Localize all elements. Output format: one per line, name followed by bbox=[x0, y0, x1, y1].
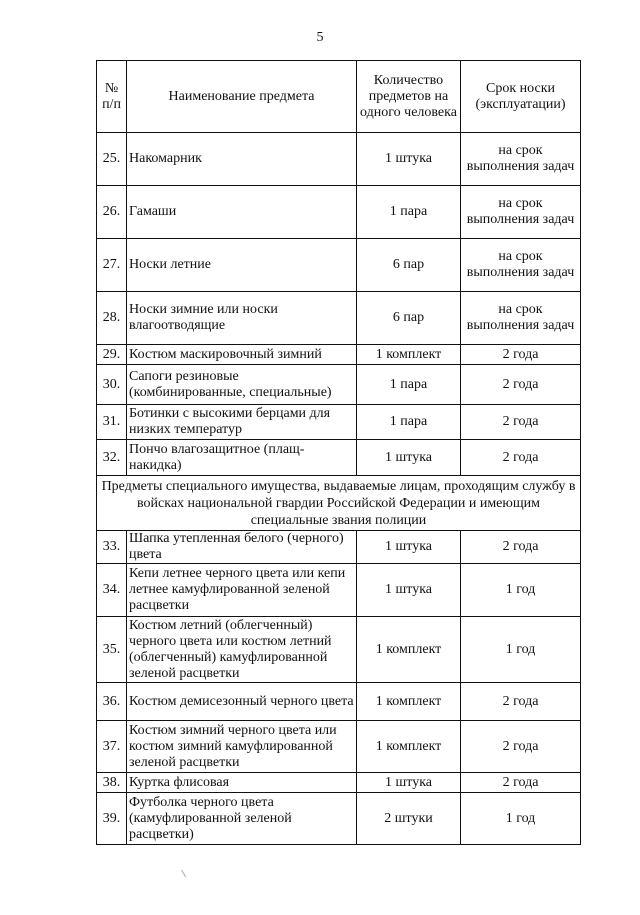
item-quantity: 1 комплект bbox=[357, 683, 461, 721]
table-row bbox=[97, 683, 581, 721]
item-name: Шапка утепленная белого (черного) цвета bbox=[127, 531, 357, 564]
item-name: Куртка флисовая bbox=[127, 773, 357, 793]
item-quantity: 1 комплект bbox=[357, 345, 461, 365]
item-term: 2 года bbox=[461, 683, 581, 721]
item-term: 2 года bbox=[461, 405, 581, 440]
item-term: на срок выполнения задач bbox=[461, 133, 581, 186]
item-term: 2 года bbox=[461, 721, 581, 773]
row-number: 39. bbox=[97, 793, 127, 845]
item-name: Носки летние bbox=[127, 239, 357, 292]
row-number: 26. bbox=[97, 186, 127, 239]
item-name: Кепи летнее черного цвета или кепи летнее камуфлированной зеленой расцветки bbox=[127, 564, 357, 617]
item-term: 1 год bbox=[461, 564, 581, 617]
header-wear-term: Срок носки (эксплуатации) bbox=[461, 61, 581, 133]
page-number: 5 bbox=[316, 30, 324, 45]
item-name: Накомарник bbox=[127, 133, 357, 186]
scan-mark bbox=[181, 869, 188, 877]
item-quantity: 1 штука bbox=[357, 773, 461, 793]
row-number: 27. bbox=[97, 239, 127, 292]
row-number: 33. bbox=[97, 531, 127, 564]
item-quantity: 2 штуки bbox=[357, 793, 461, 845]
item-name: Костюм маскировочный зимний bbox=[127, 345, 357, 365]
row-number: 31. bbox=[97, 405, 127, 440]
table-header-row bbox=[97, 61, 581, 133]
item-quantity: 6 пар bbox=[357, 239, 461, 292]
item-name: Сапоги резиновые (комбинированные, специальные) bbox=[127, 365, 357, 405]
item-quantity: 1 комплект bbox=[357, 721, 461, 773]
item-term: на срок выполнения задач bbox=[461, 239, 581, 292]
item-name: Носки зимние или носки влагоотводящие bbox=[127, 292, 357, 345]
row-number: 25. bbox=[97, 133, 127, 186]
table-row bbox=[97, 793, 581, 845]
header-number: № п/п bbox=[97, 61, 127, 133]
table-row bbox=[97, 239, 581, 292]
row-number: 34. bbox=[97, 564, 127, 617]
row-number: 38. bbox=[97, 773, 127, 793]
item-name: Пончо влагозащитное (плащ-накидка) bbox=[127, 440, 357, 476]
item-name: Футболка черного цвета (камуфлированной зеленой расцветки) bbox=[127, 793, 357, 845]
table-row bbox=[97, 186, 581, 239]
item-quantity: 1 штука bbox=[357, 564, 461, 617]
table-row bbox=[97, 133, 581, 186]
row-number: 36. bbox=[97, 683, 127, 721]
item-name: Костюм демисезонный черного цвета bbox=[127, 683, 357, 721]
row-number: 28. bbox=[97, 292, 127, 345]
item-term: 2 года bbox=[461, 531, 581, 564]
item-term: на срок выполнения задач bbox=[461, 292, 581, 345]
item-quantity: 1 комплект bbox=[357, 617, 461, 683]
item-name: Костюм зимний черного цвета или костюм зимний камуфлированной зеленой расцветки bbox=[127, 721, 357, 773]
row-number: 35. bbox=[97, 617, 127, 683]
table-row bbox=[97, 365, 581, 405]
row-number: 32. bbox=[97, 440, 127, 476]
item-term: 1 год bbox=[461, 617, 581, 683]
table-row bbox=[97, 773, 581, 793]
item-quantity: 1 пара bbox=[357, 405, 461, 440]
item-quantity: 1 пара bbox=[357, 365, 461, 405]
item-term: 2 года bbox=[461, 345, 581, 365]
table-row bbox=[97, 721, 581, 773]
item-term: 2 года bbox=[461, 365, 581, 405]
header-item-name: Наименование предмета bbox=[127, 61, 357, 133]
table-row bbox=[97, 564, 581, 617]
item-name: Костюм летний (облегченный) черного цвета или костюм летний (облегченный) камуфлированной зеленой расцветки bbox=[127, 617, 357, 683]
row-number: 29. bbox=[97, 345, 127, 365]
item-quantity: 1 штука bbox=[357, 531, 461, 564]
table-row bbox=[97, 405, 581, 440]
item-quantity: 1 штука bbox=[357, 440, 461, 476]
item-name: Ботинки с высокими берцами для низких температур bbox=[127, 405, 357, 440]
item-term: 2 года bbox=[461, 440, 581, 476]
item-term: на срок выполнения задач bbox=[461, 186, 581, 239]
table-row bbox=[97, 617, 581, 683]
row-number: 30. bbox=[97, 365, 127, 405]
table-row bbox=[97, 345, 581, 365]
item-name: Гамаши bbox=[127, 186, 357, 239]
table-row bbox=[97, 531, 581, 564]
row-number: 37. bbox=[97, 721, 127, 773]
item-term: 2 года bbox=[461, 773, 581, 793]
item-term: 1 год bbox=[461, 793, 581, 845]
section-title: Предметы специального имущества, выдаваемые лицам, проходящим службу в войсках национальной гвардии Российской Федерации и имеющим специальные звания полиции bbox=[97, 476, 581, 531]
item-quantity: 1 пара bbox=[357, 186, 461, 239]
items-table bbox=[96, 60, 581, 845]
item-quantity: 1 штука bbox=[357, 133, 461, 186]
item-quantity: 6 пар bbox=[357, 292, 461, 345]
header-quantity: Количество предметов на одного человека bbox=[357, 61, 461, 133]
table-row bbox=[97, 440, 581, 476]
table-row bbox=[97, 292, 581, 345]
section-row bbox=[97, 476, 581, 531]
